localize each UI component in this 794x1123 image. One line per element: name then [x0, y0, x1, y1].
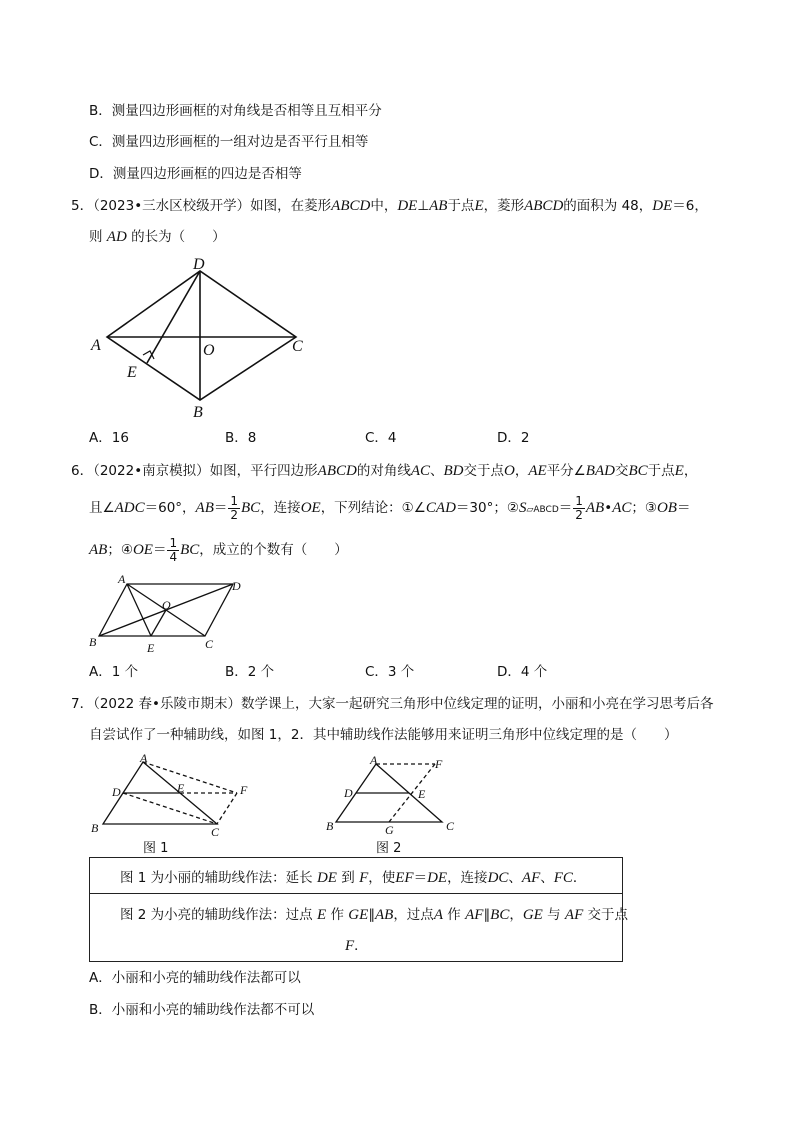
q5-rhombus-figure	[85, 255, 315, 425]
q7-method-table	[89, 857, 629, 962]
q6-option-c: C．3 个	[365, 664, 415, 680]
fig1-label-a: A	[140, 752, 148, 765]
q7-method-xiaoliang-cont: F．	[345, 938, 368, 954]
q4-option-c: C．测量四边形画框的一组对边是否平行且相等	[89, 134, 369, 150]
q7-stem-line1: 7．（2022 春•乐陵市期末）数学课上，大家一起研究三角形中位线定理的证明，小丽和小亮在学习思考后各	[71, 696, 714, 712]
q5-stem-line1: 5．（2023•三水区校级开学）如图，在菱形ABCD中，DE⊥AB于点E，菱形ABCD的面积为 48，DE＝6，	[71, 198, 708, 214]
q5-label-a: A	[91, 337, 101, 354]
fig1-label-e: E	[177, 781, 185, 795]
fig1-label-b: B	[91, 821, 99, 835]
fig2-label-e: E	[418, 787, 426, 801]
q7-stem-line2: 自尝试作了一种辅助线，如图 1，2．其中辅助线作法能够用来证明三角形中位线定理的是（ ）	[89, 727, 678, 743]
fig2-label-a: A	[370, 753, 378, 767]
q5-label-e: E	[127, 364, 137, 381]
fig1-label-c: C	[211, 825, 220, 839]
q5-option-d: D．2	[497, 430, 530, 446]
q7-method-xiaoli: 图 1 为小丽的辅助线作法：延长 DE 到 F，使EF＝DE，连接DC、AF、FC．	[120, 870, 587, 886]
q6-label-c: C	[205, 637, 214, 651]
q6-label-b: B	[89, 635, 97, 649]
q6-stem-line2: 且∠ADC＝60°，AB＝ $\frac{1}{2}$ BC，连接OE，下列结论：①∠CAD＝30°；②S▱ABCD＝ $\frac{1}{2}$ AB•AC；③OB＝	[89, 493, 691, 522]
q6-stem-line1: 6．（2022•南京模拟）如图，平行四边形ABCD的对角线AC、BD交于点O，AE平分∠BAD交BC于点E，	[71, 463, 698, 479]
fig2-label-f: F	[435, 757, 443, 771]
q5-stem-line2: 则 AD 的长为（ ）	[89, 229, 226, 245]
q6-label-a: A	[118, 572, 126, 586]
q7-method-xiaoliang: 图 2 为小亮的辅助线作法：过点 E 作 GE∥AB，过点A 作 AF∥BC，GE 与 AF 交于点	[120, 907, 629, 923]
q4-option-d: D．测量四边形画框的四边是否相等	[89, 166, 302, 182]
fig1-label-d: D	[112, 785, 121, 799]
q5-option-c: C．4	[365, 430, 397, 446]
fig2-label-d: D	[344, 786, 353, 800]
q5-option-a: A．16	[89, 430, 129, 446]
q4-option-b: B．测量四边形画框的对角线是否相等且互相平分	[89, 103, 382, 119]
fig2-caption: 图 2	[376, 841, 402, 856]
fig2-label-g: G	[385, 823, 394, 837]
q6-label-d: D	[232, 579, 241, 593]
q5-label-b: B	[193, 404, 203, 421]
q6-label-o: O	[162, 598, 171, 612]
fig1-caption: 图 1	[143, 841, 169, 856]
q7-figure-1	[85, 752, 265, 857]
q5-option-b: B．8	[225, 430, 257, 446]
q7-option-a: A．小丽和小亮的辅助线作法都可以	[89, 970, 301, 986]
q6-label-e: E	[147, 641, 155, 655]
q7-method-row-1	[90, 858, 622, 894]
q5-label-o: O	[203, 342, 215, 359]
q6-parallelogram-figure	[85, 570, 255, 660]
q6-option-a: A．1 个	[89, 664, 139, 680]
q6-stem-line3: AB；④OE＝ $\frac{1}{4}$ BC，成立的个数有（ ）	[89, 535, 348, 564]
fig2-label-b: B	[326, 819, 334, 833]
q5-label-c: C	[292, 338, 303, 355]
fig1-label-f: F	[240, 783, 248, 797]
fig2-label-c: C	[446, 819, 455, 833]
q6-option-b: B．2 个	[225, 664, 275, 680]
q7-figure-2	[320, 752, 480, 857]
q6-option-d: D．4 个	[497, 664, 548, 680]
q7-option-b: B．小丽和小亮的辅助线作法都不可以	[89, 1002, 315, 1018]
q5-label-d: D	[193, 256, 205, 273]
